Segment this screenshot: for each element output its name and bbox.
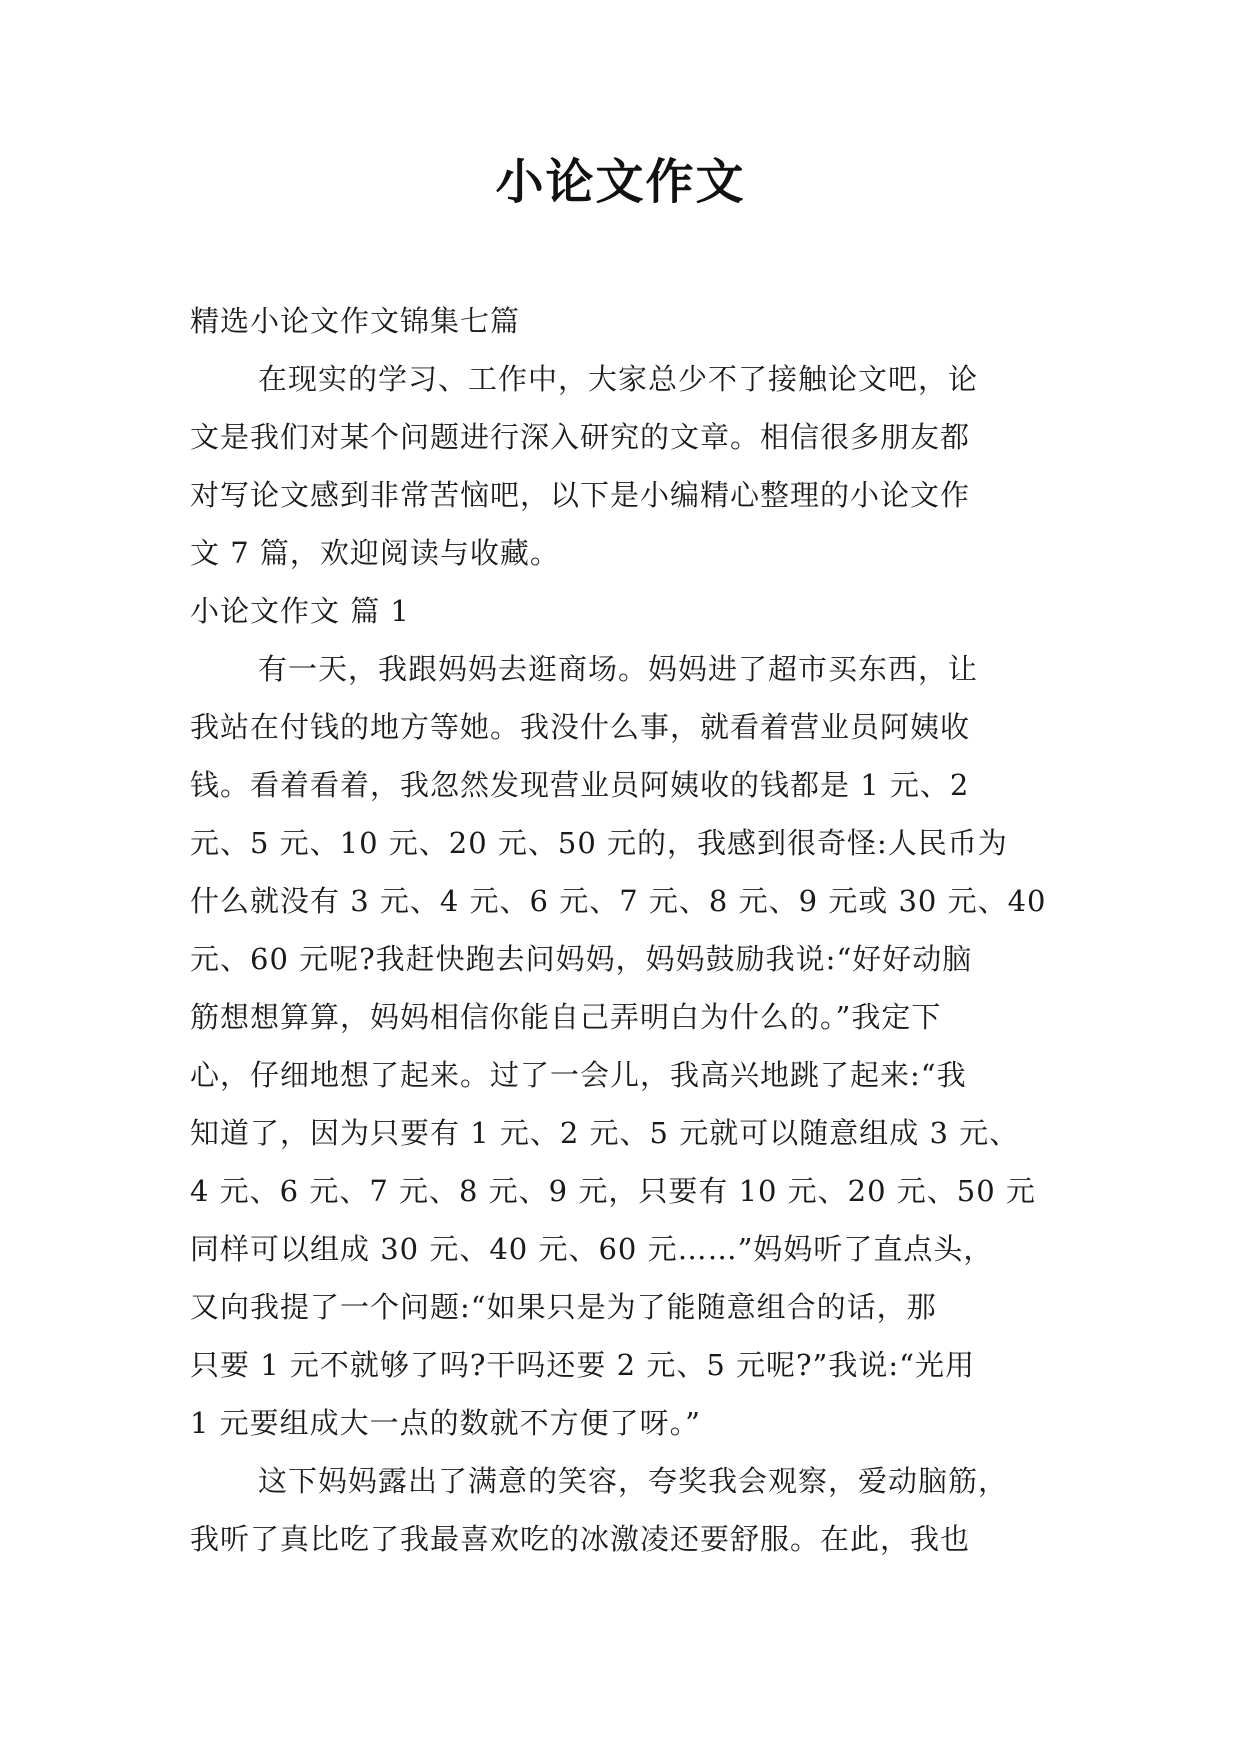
paragraph-line: 心，仔细地想了起来。过了一会儿，我高兴地跳了起来:“我 (190, 1058, 967, 1092)
paragraph-line: 元、60 元呢?我赶快跑去问妈妈，妈妈鼓励我说:“好好动脑 (190, 942, 973, 976)
paragraph-line: 有一天，我跟妈妈去逛商场。妈妈进了超市买东西，让 (258, 652, 979, 686)
section-heading: 小论文作文 篇 1 (190, 594, 410, 628)
paragraph-line: 对写论文感到非常苦恼吧，以下是小编精心整理的小论文作 (190, 478, 971, 512)
paragraph-line: 同样可以组成 30 元、40 元、60 元……”妈妈听了直点头， (190, 1232, 994, 1266)
paragraph-line: 只要 1 元不就够了吗?干吗还要 2 元、5 元呢?”我说:“光用 (190, 1348, 975, 1382)
subtitle-line: 精选小论文作文锦集七篇 (190, 304, 521, 338)
paragraph-line: 我站在付钱的地方等她。我没什么事，就看着营业员阿姨收 (190, 710, 971, 744)
paragraph-line: 钱。看着看着，我忽然发现营业员阿姨收的钱都是 1 元、2 (190, 768, 970, 802)
paragraph-line: 4 元、6 元、7 元、8 元、9 元，只要有 10 元、20 元、50 元 (190, 1174, 1036, 1208)
paragraph-line: 1 元要组成大一点的数就不方便了呀。” (190, 1406, 701, 1440)
paragraph-line: 知道了，因为只要有 1 元、2 元、5 元就可以随意组成 3 元、 (190, 1116, 1020, 1150)
paragraph-line: 筋想想算算，妈妈相信你能自己弄明白为什么的。”我定下 (190, 1000, 942, 1034)
paragraph-line: 什么就没有 3 元、4 元、6 元、7 元、8 元、9 元或 30 元、40 (190, 884, 1047, 918)
paragraph-line: 文是我们对某个问题进行深入研究的文章。相信很多朋友都 (190, 420, 971, 454)
document-title: 小论文作文 (495, 154, 746, 210)
paragraph-line: 又向我提了一个问题:“如果只是为了能随意组合的话，那 (190, 1290, 937, 1324)
paragraph-line: 元、5 元、10 元、20 元、50 元的，我感到很奇怪:人民币为 (190, 826, 1008, 860)
paragraph-line: 这下妈妈露出了满意的笑容，夸奖我会观察，爱动脑筋， (258, 1464, 1009, 1498)
paragraph-line: 在现实的学习、工作中，大家总少不了接触论文吧，论 (258, 362, 979, 396)
paragraph-line: 我听了真比吃了我最喜欢吃的冰激凌还要舒服。在此，我也 (190, 1522, 971, 1556)
paragraph-line: 文 7 篇，欢迎阅读与收藏。 (190, 536, 560, 570)
document-body (190, 292, 1060, 1568)
